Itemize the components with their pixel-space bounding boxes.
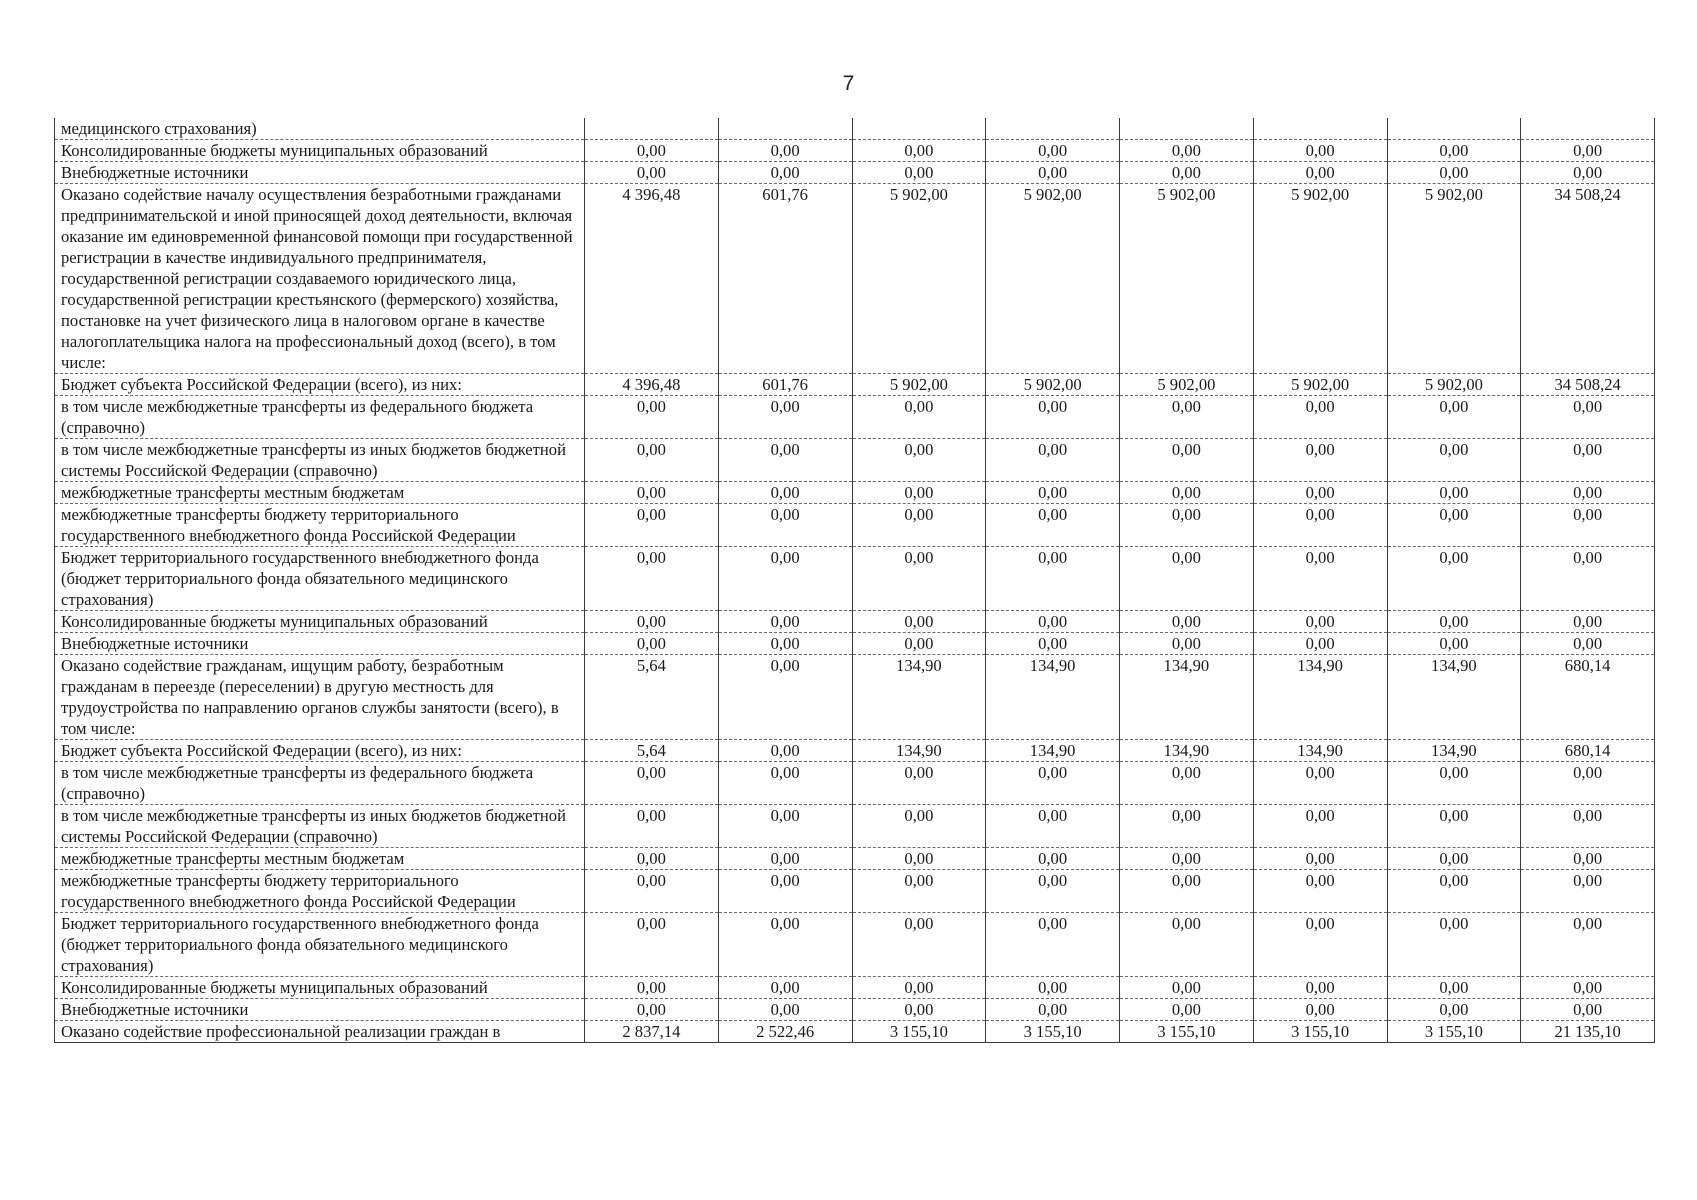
value-cell: 34 508,24 — [1521, 374, 1655, 396]
value-cell: 0,00 — [718, 140, 852, 162]
value-cell: 0,00 — [1521, 611, 1655, 633]
value-cell: 0,00 — [1253, 870, 1387, 913]
value-cell: 0,00 — [718, 762, 852, 805]
value-cell: 0,00 — [1120, 611, 1254, 633]
value-cell: 0,00 — [1521, 162, 1655, 184]
value-cell: 3 155,10 — [1253, 1021, 1387, 1043]
value-cell: 5 902,00 — [1387, 184, 1521, 374]
value-cell: 0,00 — [852, 140, 986, 162]
value-cell: 680,14 — [1521, 740, 1655, 762]
value-cell: 134,90 — [1387, 740, 1521, 762]
row-label: Оказано содействие профессиональной реализации граждан в — [55, 1021, 585, 1043]
value-cell: 0,00 — [852, 396, 986, 439]
value-cell: 0,00 — [986, 504, 1120, 547]
value-cell: 0,00 — [1387, 482, 1521, 504]
value-cell: 0,00 — [1387, 140, 1521, 162]
value-cell: 0,00 — [1521, 547, 1655, 611]
row-label: Оказано содействие началу осуществления безработными гражданами предпринимательской и иной приносящей доход деятельности, включая оказание им единовременной финансовой помощи при государственной регистрации в качестве индивидуального предпринимателя, государственной регистрации создаваемого юридического лица, государственной регистрации крестьянского (фермерского) хозяйства, постановке на учет физического лица в налоговом органе в качестве налогоплательщика налога на профессиональный доход (всего), в том числе: — [55, 184, 585, 374]
value-cell: 0,00 — [986, 633, 1120, 655]
value-cell: 0,00 — [1253, 482, 1387, 504]
value-cell: 0,00 — [718, 482, 852, 504]
value-cell: 0,00 — [1387, 504, 1521, 547]
value-cell: 0,00 — [852, 633, 986, 655]
row-label: Консолидированные бюджеты муниципальных образований — [55, 140, 585, 162]
table-row — [55, 162, 1655, 184]
value-cell: 0,00 — [1387, 977, 1521, 999]
value-cell: 601,76 — [718, 184, 852, 374]
row-label: межбюджетные трансферты бюджету территориального государственного внебюджетного фонда Российской Федерации — [55, 870, 585, 913]
value-cell: 0,00 — [1387, 848, 1521, 870]
value-cell: 21 135,10 — [1521, 1021, 1655, 1043]
value-cell: 0,00 — [1120, 633, 1254, 655]
row-label: Консолидированные бюджеты муниципальных образований — [55, 977, 585, 999]
value-cell: 134,90 — [986, 740, 1120, 762]
value-cell: 0,00 — [1387, 439, 1521, 482]
value-cell — [1387, 118, 1521, 140]
value-cell: 601,76 — [718, 374, 852, 396]
value-cell: 0,00 — [585, 439, 719, 482]
value-cell: 0,00 — [1120, 999, 1254, 1021]
value-cell: 5,64 — [585, 740, 719, 762]
value-cell: 5 902,00 — [852, 184, 986, 374]
value-cell: 0,00 — [1253, 547, 1387, 611]
value-cell: 0,00 — [986, 805, 1120, 848]
table-row — [55, 374, 1655, 396]
value-cell: 0,00 — [852, 913, 986, 977]
value-cell: 0,00 — [986, 396, 1120, 439]
value-cell: 0,00 — [852, 504, 986, 547]
table-row — [55, 870, 1655, 913]
value-cell: 0,00 — [1387, 805, 1521, 848]
table-row — [55, 977, 1655, 999]
row-label: в том числе межбюджетные трансферты из федерального бюджета (справочно) — [55, 762, 585, 805]
value-cell: 0,00 — [1387, 611, 1521, 633]
table-row — [55, 913, 1655, 977]
budget-table — [54, 118, 1655, 1043]
value-cell: 0,00 — [1120, 547, 1254, 611]
value-cell: 4 396,48 — [585, 374, 719, 396]
value-cell: 0,00 — [1387, 547, 1521, 611]
row-label: Бюджет территориального государственного внебюджетного фонда (бюджет территориального фонда обязательного медицинского страхования) — [55, 913, 585, 977]
row-label: Консолидированные бюджеты муниципальных образований — [55, 611, 585, 633]
value-cell: 0,00 — [718, 848, 852, 870]
value-cell: 0,00 — [852, 999, 986, 1021]
value-cell: 0,00 — [718, 805, 852, 848]
value-cell: 0,00 — [1253, 439, 1387, 482]
table-row — [55, 184, 1655, 374]
value-cell: 0,00 — [1120, 482, 1254, 504]
value-cell: 0,00 — [852, 848, 986, 870]
row-label: Внебюджетные источники — [55, 633, 585, 655]
value-cell: 0,00 — [585, 504, 719, 547]
value-cell: 0,00 — [1521, 999, 1655, 1021]
value-cell: 5 902,00 — [852, 374, 986, 396]
value-cell: 0,00 — [585, 633, 719, 655]
value-cell: 0,00 — [1387, 913, 1521, 977]
value-cell: 0,00 — [1521, 482, 1655, 504]
row-label: Оказано содействие гражданам, ищущим работу, безработным гражданам в переезде (переселении) в другую местность для трудоустройства по направлению органов службы занятости (всего), в том числе: — [55, 655, 585, 740]
value-cell: 0,00 — [986, 848, 1120, 870]
value-cell: 0,00 — [718, 913, 852, 977]
value-cell — [718, 118, 852, 140]
value-cell — [585, 118, 719, 140]
value-cell: 0,00 — [986, 140, 1120, 162]
value-cell: 2 522,46 — [718, 1021, 852, 1043]
value-cell: 0,00 — [1253, 633, 1387, 655]
value-cell: 0,00 — [1120, 762, 1254, 805]
value-cell: 0,00 — [1521, 396, 1655, 439]
value-cell: 0,00 — [585, 848, 719, 870]
value-cell: 0,00 — [1521, 504, 1655, 547]
value-cell — [852, 118, 986, 140]
value-cell: 5,64 — [585, 655, 719, 740]
table-row — [55, 762, 1655, 805]
value-cell: 0,00 — [1253, 140, 1387, 162]
row-label: Внебюджетные источники — [55, 999, 585, 1021]
value-cell: 0,00 — [718, 870, 852, 913]
value-cell: 0,00 — [1253, 504, 1387, 547]
value-cell: 4 396,48 — [585, 184, 719, 374]
value-cell: 5 902,00 — [1253, 184, 1387, 374]
value-cell: 0,00 — [1253, 805, 1387, 848]
value-cell: 0,00 — [1120, 913, 1254, 977]
page-number: 7 — [842, 72, 855, 95]
value-cell: 0,00 — [718, 740, 852, 762]
value-cell: 5 902,00 — [1120, 374, 1254, 396]
value-cell: 134,90 — [1120, 655, 1254, 740]
budget-table-wrapper — [54, 118, 1655, 1043]
table-row — [55, 504, 1655, 547]
value-cell: 0,00 — [1253, 848, 1387, 870]
value-cell: 0,00 — [1387, 762, 1521, 805]
value-cell: 0,00 — [852, 439, 986, 482]
value-cell: 0,00 — [1521, 805, 1655, 848]
row-label: межбюджетные трансферты местным бюджетам — [55, 848, 585, 870]
value-cell: 680,14 — [1521, 655, 1655, 740]
value-cell: 0,00 — [718, 611, 852, 633]
value-cell: 0,00 — [852, 611, 986, 633]
value-cell: 0,00 — [1387, 633, 1521, 655]
value-cell: 0,00 — [1387, 999, 1521, 1021]
value-cell: 0,00 — [585, 762, 719, 805]
budget-table-body — [55, 118, 1655, 1043]
table-row — [55, 633, 1655, 655]
value-cell: 0,00 — [852, 482, 986, 504]
value-cell: 0,00 — [718, 977, 852, 999]
value-cell: 0,00 — [986, 439, 1120, 482]
value-cell: 5 902,00 — [1120, 184, 1254, 374]
value-cell: 0,00 — [1521, 439, 1655, 482]
value-cell: 134,90 — [1120, 740, 1254, 762]
table-row — [55, 655, 1655, 740]
table-row — [55, 439, 1655, 482]
value-cell: 0,00 — [585, 482, 719, 504]
value-cell: 3 155,10 — [1387, 1021, 1521, 1043]
value-cell: 0,00 — [585, 547, 719, 611]
value-cell: 5 902,00 — [986, 184, 1120, 374]
value-cell: 134,90 — [1387, 655, 1521, 740]
value-cell: 5 902,00 — [1387, 374, 1521, 396]
value-cell: 0,00 — [585, 611, 719, 633]
row-label: в том числе межбюджетные трансферты из иных бюджетов бюджетной системы Российской Федерации (справочно) — [55, 439, 585, 482]
value-cell: 0,00 — [1387, 162, 1521, 184]
value-cell: 0,00 — [1521, 762, 1655, 805]
value-cell: 0,00 — [986, 547, 1120, 611]
table-row — [55, 1021, 1655, 1043]
value-cell: 134,90 — [852, 655, 986, 740]
table-row — [55, 547, 1655, 611]
value-cell: 5 902,00 — [1253, 374, 1387, 396]
value-cell: 0,00 — [1521, 913, 1655, 977]
value-cell: 0,00 — [718, 655, 852, 740]
value-cell: 0,00 — [1521, 633, 1655, 655]
value-cell: 0,00 — [1120, 977, 1254, 999]
value-cell: 0,00 — [585, 805, 719, 848]
value-cell: 0,00 — [986, 611, 1120, 633]
value-cell: 0,00 — [986, 870, 1120, 913]
value-cell: 0,00 — [585, 396, 719, 439]
value-cell: 5 902,00 — [986, 374, 1120, 396]
row-label: межбюджетные трансферты бюджету территориального государственного внебюджетного фонда Российской Федерации — [55, 504, 585, 547]
value-cell — [986, 118, 1120, 140]
row-label: Бюджет субъекта Российской Федерации (всего), из них: — [55, 740, 585, 762]
value-cell: 0,00 — [986, 913, 1120, 977]
value-cell: 0,00 — [585, 977, 719, 999]
row-label: межбюджетные трансферты местным бюджетам — [55, 482, 585, 504]
value-cell: 0,00 — [986, 162, 1120, 184]
table-row — [55, 396, 1655, 439]
value-cell: 0,00 — [1253, 913, 1387, 977]
value-cell: 3 155,10 — [1120, 1021, 1254, 1043]
value-cell: 0,00 — [1253, 611, 1387, 633]
value-cell: 0,00 — [1253, 762, 1387, 805]
value-cell: 0,00 — [585, 162, 719, 184]
value-cell: 134,90 — [986, 655, 1120, 740]
row-label: Бюджет территориального государственного внебюджетного фонда (бюджет территориального фонда обязательного медицинского страхования) — [55, 547, 585, 611]
value-cell — [1521, 118, 1655, 140]
value-cell: 0,00 — [1521, 848, 1655, 870]
value-cell: 0,00 — [986, 977, 1120, 999]
row-label: Внебюджетные источники — [55, 162, 585, 184]
value-cell: 3 155,10 — [852, 1021, 986, 1043]
value-cell: 0,00 — [718, 547, 852, 611]
value-cell: 0,00 — [718, 439, 852, 482]
value-cell: 0,00 — [585, 999, 719, 1021]
value-cell: 0,00 — [986, 999, 1120, 1021]
value-cell: 0,00 — [1120, 396, 1254, 439]
value-cell: 0,00 — [1120, 870, 1254, 913]
value-cell: 0,00 — [1253, 999, 1387, 1021]
value-cell: 134,90 — [852, 740, 986, 762]
value-cell: 0,00 — [1120, 162, 1254, 184]
value-cell: 0,00 — [1521, 140, 1655, 162]
table-row — [55, 140, 1655, 162]
value-cell: 0,00 — [1253, 977, 1387, 999]
value-cell: 0,00 — [1120, 848, 1254, 870]
value-cell: 0,00 — [852, 547, 986, 611]
value-cell: 2 837,14 — [585, 1021, 719, 1043]
value-cell: 0,00 — [1521, 870, 1655, 913]
table-row — [55, 118, 1655, 140]
value-cell: 0,00 — [1521, 977, 1655, 999]
value-cell: 0,00 — [1120, 805, 1254, 848]
value-cell: 0,00 — [1387, 396, 1521, 439]
value-cell: 0,00 — [852, 870, 986, 913]
table-row — [55, 482, 1655, 504]
table-row — [55, 848, 1655, 870]
value-cell: 0,00 — [1120, 504, 1254, 547]
value-cell: 0,00 — [718, 633, 852, 655]
table-row — [55, 999, 1655, 1021]
value-cell — [1253, 118, 1387, 140]
value-cell: 0,00 — [718, 504, 852, 547]
value-cell: 0,00 — [718, 999, 852, 1021]
value-cell: 34 508,24 — [1521, 184, 1655, 374]
value-cell: 0,00 — [1120, 439, 1254, 482]
value-cell: 0,00 — [852, 977, 986, 999]
row-label: Бюджет субъекта Российской Федерации (всего), из них: — [55, 374, 585, 396]
value-cell: 134,90 — [1253, 655, 1387, 740]
row-label: в том числе межбюджетные трансферты из федерального бюджета (справочно) — [55, 396, 585, 439]
value-cell: 0,00 — [1120, 140, 1254, 162]
value-cell — [1120, 118, 1254, 140]
value-cell: 0,00 — [585, 870, 719, 913]
value-cell: 0,00 — [1253, 396, 1387, 439]
value-cell: 0,00 — [718, 162, 852, 184]
value-cell: 0,00 — [585, 913, 719, 977]
value-cell: 0,00 — [718, 396, 852, 439]
table-row — [55, 740, 1655, 762]
table-row — [55, 611, 1655, 633]
value-cell: 0,00 — [986, 762, 1120, 805]
value-cell: 134,90 — [1253, 740, 1387, 762]
value-cell: 0,00 — [1253, 162, 1387, 184]
value-cell: 3 155,10 — [986, 1021, 1120, 1043]
value-cell: 0,00 — [585, 140, 719, 162]
value-cell: 0,00 — [852, 762, 986, 805]
value-cell: 0,00 — [852, 162, 986, 184]
table-row — [55, 805, 1655, 848]
row-label: медицинского страхования) — [55, 118, 585, 140]
value-cell: 0,00 — [986, 482, 1120, 504]
value-cell: 0,00 — [852, 805, 986, 848]
value-cell: 0,00 — [1387, 870, 1521, 913]
row-label: в том числе межбюджетные трансферты из иных бюджетов бюджетной системы Российской Федерации (справочно) — [55, 805, 585, 848]
